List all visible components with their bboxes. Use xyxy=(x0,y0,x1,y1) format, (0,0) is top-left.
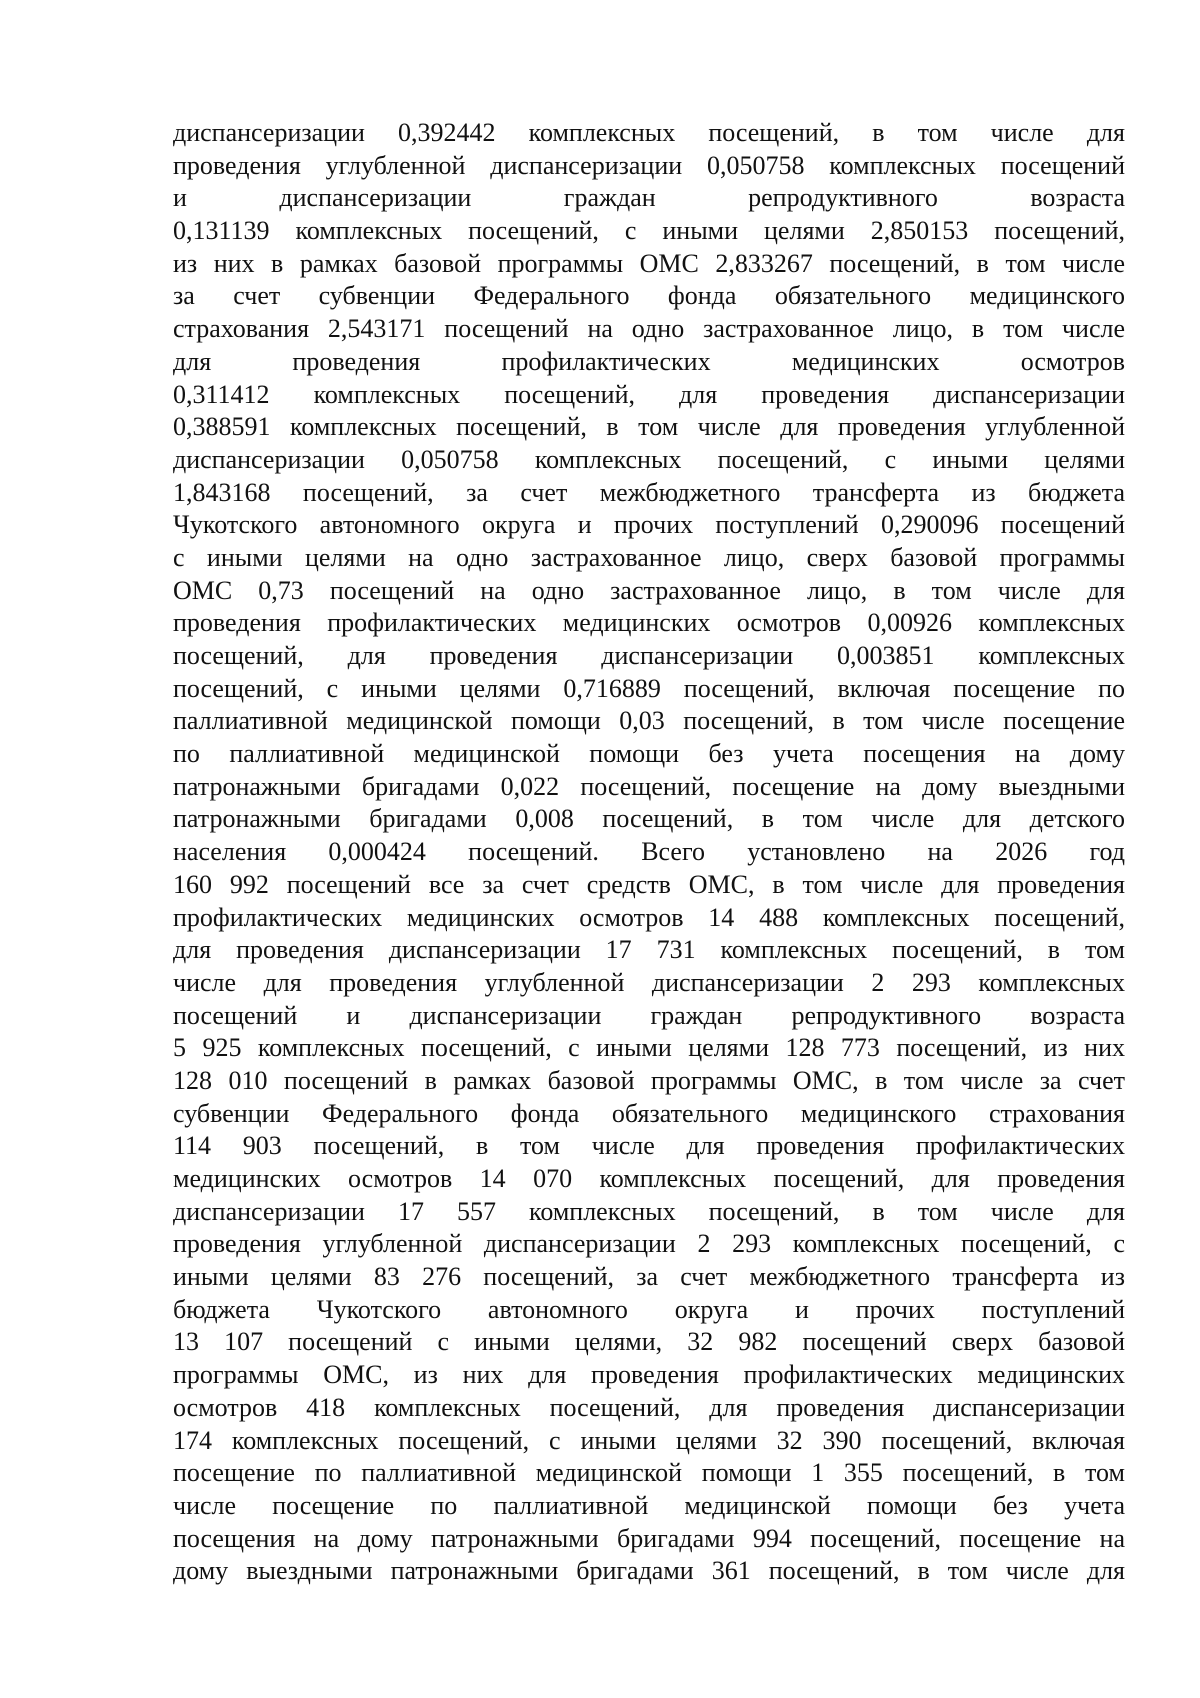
text-line: ОМС 0,73 посещений на одно застрахованное лицо, в том числе для xyxy=(173,575,1125,605)
text-line: 0,131139 комплексных посещений, с иными целями 2,850153 посещений, xyxy=(173,216,1125,246)
text-line: паллиативной медицинской помощи 0,03 посещений, в том числе посещение xyxy=(173,706,1125,736)
text-line: посещение по паллиативной медицинской помощи 1 355 посещений, в том xyxy=(173,1458,1125,1488)
text-line: проведения профилактических медицинских осмотров 0,00926 комплексных xyxy=(173,608,1125,638)
text-line: населения 0,000424 посещений. Всего установлено на 2026 год xyxy=(173,837,1125,867)
text-line: медицинских осмотров 14 070 комплексных посещений, для проведения xyxy=(173,1164,1125,1193)
text-line: 160 992 посещений все за счет средств ОМС, в том числе для проведения xyxy=(173,869,1125,899)
text-line: посещений, для проведения диспансеризации 0,003851 комплексных xyxy=(173,641,1125,670)
text-line: страхования 2,543171 посещений на одно застрахованное лицо, в том числе xyxy=(173,314,1125,344)
text-line: диспансеризации 0,392442 комплексных посещений, в том числе для xyxy=(173,118,1125,147)
text-line: патронажными бригадами 0,022 посещений, посещение на дому выездными xyxy=(173,771,1125,801)
text-line: Чукотского автономного округа и прочих поступлений 0,290096 посещений xyxy=(173,510,1125,540)
text-line: и диспансеризации граждан репродуктивного возраста xyxy=(173,183,1125,213)
text-line: 128 010 посещений в рамках базовой программы ОМС, в том числе за счет xyxy=(173,1065,1125,1095)
text-line: профилактических медицинских осмотров 14 488 комплексных посещений, xyxy=(173,902,1125,932)
text-line: с иными целями на одно застрахованное лицо, сверх базовой программы xyxy=(173,542,1125,572)
text-line: для проведения диспансеризации 17 731 комплексных посещений, в том xyxy=(173,935,1125,965)
text-line: 174 комплексных посещений, с иными целями 32 390 посещений, включая xyxy=(173,1425,1125,1455)
text-line: патронажными бригадами 0,008 посещений, в том числе для детского xyxy=(173,804,1125,834)
text-line: по паллиативной медицинской помощи без учета посещения на дому xyxy=(173,739,1125,769)
text-line: иными целями 83 276 посещений, за счет межбюджетного трансферта из xyxy=(173,1262,1125,1292)
text-line: 5 925 комплексных посещений, с иными целями 128 773 посещений, из них xyxy=(173,1033,1125,1063)
text-line: за счет субвенции Федерального фонда обязательного медицинского xyxy=(173,281,1125,311)
text-line: проведения углубленной диспансеризации 0,050758 комплексных посещений xyxy=(173,150,1125,180)
text-line: 13 107 посещений с иными целями, 32 982 посещений сверх базовой xyxy=(173,1327,1125,1357)
text-line: из них в рамках базовой программы ОМС 2,833267 посещений, в том числе xyxy=(173,248,1125,278)
text-line: посещений и диспансеризации граждан репродуктивного возраста xyxy=(173,1000,1125,1030)
text-line: бюджета Чукотского автономного округа и прочих поступлений xyxy=(173,1294,1125,1324)
text-line: дому выездными патронажными бригадами 361 посещений, в том числе для xyxy=(173,1556,1125,1586)
text-line: посещений, с иными целями 0,716889 посещений, включая посещение по xyxy=(173,673,1125,703)
text-line: посещения на дому патронажными бригадами 994 посещений, посещение на xyxy=(173,1523,1125,1553)
text-line: 0,388591 комплексных посещений, в том числе для проведения углубленной xyxy=(173,412,1125,442)
text-line: осмотров 418 комплексных посещений, для проведения диспансеризации xyxy=(173,1392,1125,1422)
body-text xyxy=(173,117,1125,1588)
text-line: субвенции Федерального фонда обязательного медицинского страхования xyxy=(173,1098,1125,1128)
text-line: 0,311412 комплексных посещений, для проведения диспансеризации xyxy=(173,379,1125,409)
text-line: программы ОМС, из них для проведения профилактических медицинских xyxy=(173,1360,1125,1390)
text-line: для проведения профилактических медицинских осмотров xyxy=(173,346,1125,376)
text-line: 1,843168 посещений, за счет межбюджетного трансферта из бюджета xyxy=(173,477,1125,507)
text-line: диспансеризации 17 557 комплексных посещений, в том числе для xyxy=(173,1196,1125,1226)
text-line: проведения углубленной диспансеризации 2 293 комплексных посещений, с xyxy=(173,1229,1125,1259)
text-line: диспансеризации 0,050758 комплексных посещений, с иными целями xyxy=(173,444,1125,474)
text-line: числе для проведения углубленной диспансеризации 2 293 комплексных xyxy=(173,967,1125,997)
text-line: числе посещение по паллиативной медицинской помощи без учета xyxy=(173,1490,1125,1520)
text-line: 114 903 посещений, в том числе для проведения профилактических xyxy=(173,1131,1125,1161)
